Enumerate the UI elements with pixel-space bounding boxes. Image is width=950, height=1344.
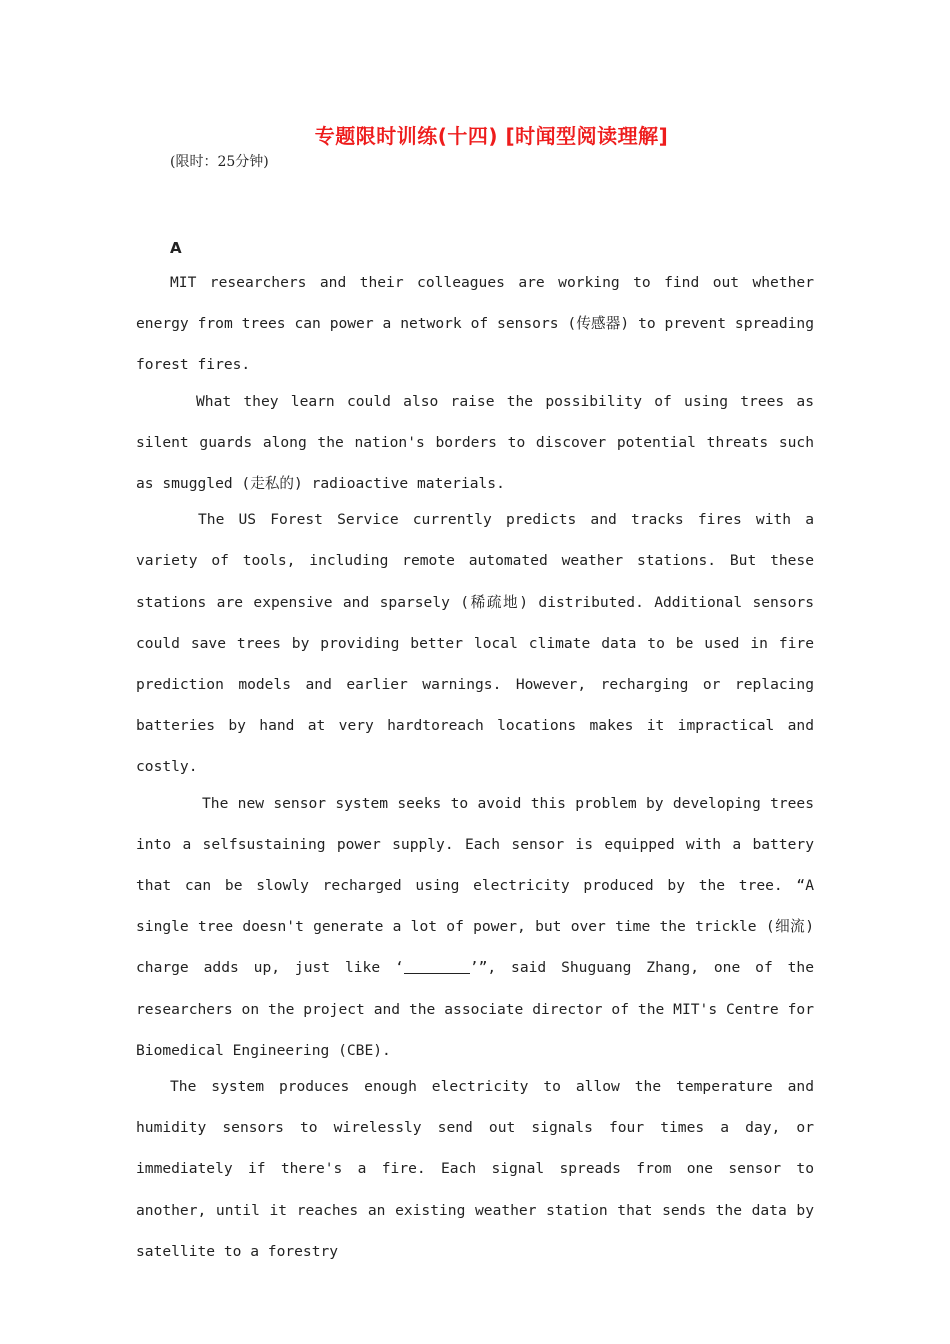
- paragraph-5: The system produces enough electricity to allow the temperature and humidity sensors to wirelessly send out signals four times a day, or immediately if there's a fire. Each signal spreads from one sensor to another, until it reaches an existing weather station that sends the data by satellite to a forestry: [136, 1078, 814, 1260]
- paragraph-3: The US Forest Service currently predicts and tracks fires with a variety of tools, including remote automated weather stations. But these stations are expensive and sparsely (稀疏地) distributed. Additional sensors could save trees by providing better local climate data to be used in fire prediction models and earlier warnings. However, recharging or replacing batteries by hand at very hardtoreach locations makes it impractical and costly.: [136, 511, 814, 776]
- fill-in-blank: [404, 959, 470, 974]
- reading-passage: [136, 262, 814, 1267]
- document-title: 专题限时训练(十四) [时闻型阅读理解]: [314, 124, 669, 148]
- paragraph-4-text-before: The new sensor system seeks to avoid this problem by developing trees into a selfsustaining power supply. Each sensor is equipped with a battery that can be slowly recharged using electricity produced by the tree. “A single tree doesn't generate a lot of power, but over time the trickle (细流) charge adds up, just like ‘: [136, 794, 814, 977]
- section-label: A: [170, 239, 182, 257]
- paragraph-4: [136, 783, 814, 1071]
- paragraph-2: What they learn could also raise the possibility of using trees as silent guards along the nation's borders to discover potential threats such as smuggled (走私的) radioactive materials.: [136, 392, 814, 493]
- time-limit-note: (限时：25分钟): [170, 154, 269, 170]
- paragraph-4-text-after: ’”, said Shuguang Zhang, one of the researchers on the project and the associate director of the MIT's Centre for Biomedical Engineering (CBE).: [136, 959, 814, 1059]
- paragraph-1: MIT researchers and their colleagues are working to find out whether energy from trees can power a network of sensors (传感器) to prevent spreading forest fires.: [136, 274, 814, 374]
